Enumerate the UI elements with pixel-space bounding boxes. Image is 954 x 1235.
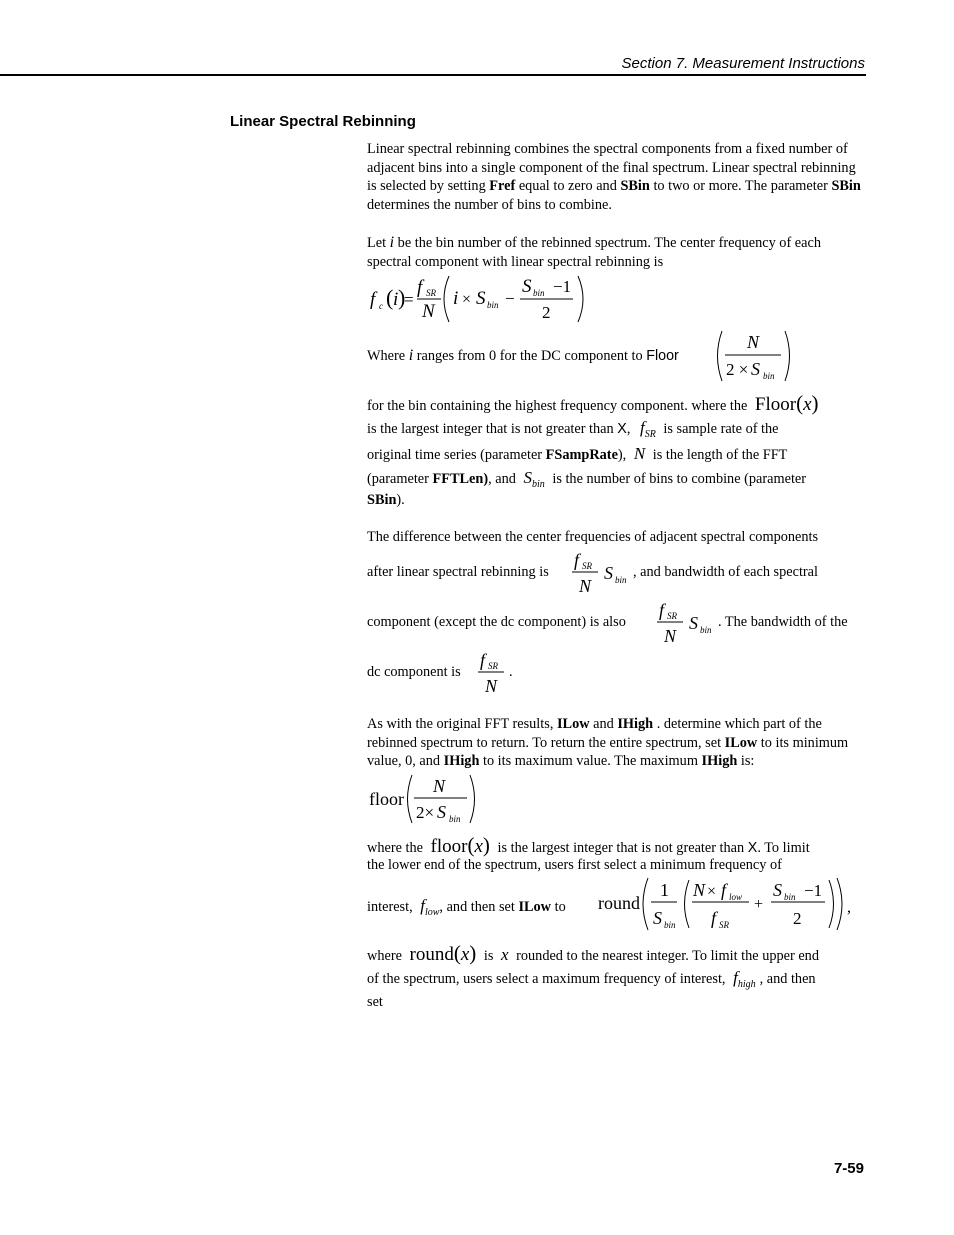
page-number: 7-59: [833, 1160, 864, 1177]
svg-text:N: N: [433, 776, 446, 796]
paragraph-intro: Linear spectral rebinning combines the spectral components from a fixed number of adjacent bins into a single component of the final spectrum. Linear spectral rebinning is selected by setting Fref equal to zero and SBin to two or more. The parameter SBin determines the number of bins to combine.: [367, 141, 861, 213]
line-difference: The difference between the center frequencies of adjacent spectral components: [367, 529, 819, 545]
svg-text:bin: bin: [449, 814, 461, 824]
line-dc-period: .: [509, 664, 513, 680]
svg-text:SR: SR: [488, 661, 498, 671]
svg-text:bin: bin: [664, 920, 676, 930]
line-sbin: SBin).: [367, 492, 405, 508]
svg-text:−: −: [505, 289, 515, 308]
svg-text:S: S: [773, 880, 782, 900]
svg-text:S: S: [604, 563, 613, 583]
svg-text:2: 2: [542, 303, 551, 322]
svg-text:2×: 2×: [416, 803, 435, 822]
svg-text:): ): [398, 285, 406, 310]
formula-fsr-over-n-3: [474, 646, 508, 698]
svg-text:2: 2: [793, 909, 802, 928]
section-heading: Linear Spectral Rebinning: [230, 113, 416, 130]
svg-text:f: f: [711, 908, 717, 928]
paragraph-ilow-ihigh: As with the original FFT results, ILow and IHigh . determine which part of the rebinned spectrum to return. To return the entire spectrum, set ILow to its minimum value, 0, and IHigh to its maximum value. The maximum IHigh is:: [367, 716, 849, 770]
svg-text:f: f: [480, 650, 486, 670]
svg-text:f: f: [659, 600, 665, 620]
svg-text:S: S: [476, 288, 486, 309]
line-bandwidth-each: , and bandwidth of each spectral: [633, 564, 818, 580]
svg-text:N: N: [485, 676, 498, 696]
line-fsamprate: original time series (parameter FSampRate), N is the length of the FFT: [367, 444, 788, 463]
svg-text:bin: bin: [533, 288, 545, 298]
svg-text:low: low: [729, 892, 743, 902]
where-i-ranges: Where i ranges from 0 for the DC component to Floor: [367, 347, 679, 364]
svg-text:×: ×: [707, 883, 717, 900]
svg-text:N: N: [747, 332, 760, 352]
svg-text:bin: bin: [700, 625, 712, 635]
running-header: Section 7. Measurement Instructions: [621, 55, 865, 72]
svg-text:,: ,: [847, 899, 851, 916]
line-set: set: [367, 994, 383, 1010]
svg-text:S: S: [437, 802, 446, 822]
svg-text:S: S: [751, 359, 760, 379]
svg-text:i: i: [393, 289, 399, 310]
svg-text:bin: bin: [784, 892, 796, 902]
svg-text:SR: SR: [719, 920, 729, 930]
svg-text:round: round: [598, 893, 640, 913]
svg-text:N: N: [579, 576, 592, 596]
svg-text:SR: SR: [667, 611, 677, 621]
svg-text:−1: −1: [804, 881, 823, 900]
svg-text:N: N: [693, 880, 706, 900]
line-lower-end: the lower end of the spectrum, users first select a minimum frequency of: [367, 857, 782, 873]
svg-text:2 ×: 2 ×: [726, 360, 749, 379]
formula-floor-n-over-2s: [713, 328, 795, 384]
svg-text:×: ×: [462, 291, 472, 308]
svg-text:1: 1: [660, 880, 669, 900]
line-except-dc: component (except the dc component) is also: [367, 614, 626, 630]
svg-text:f: f: [721, 880, 727, 900]
formula-round-ilow: [597, 874, 859, 934]
formula-fsr-over-n-sbin-2: [653, 596, 719, 648]
svg-text:N: N: [664, 626, 677, 646]
svg-text:SR: SR: [426, 288, 436, 298]
line-bandwidth-of-the: . The bandwidth of the: [718, 614, 848, 630]
line-highest-bin: for the bin containing the highest frequency component. where the Floor(x): [367, 391, 819, 415]
svg-text:S: S: [689, 613, 698, 633]
svg-text:i: i: [453, 288, 459, 309]
line-where-floor: where the floor(x) is the largest integer that is not greater than X. To limit: [367, 833, 810, 857]
svg-text:=: =: [404, 290, 414, 309]
svg-text:f: f: [417, 277, 423, 298]
svg-text:S: S: [653, 908, 662, 928]
svg-text:bin: bin: [615, 575, 627, 585]
svg-text:N: N: [422, 301, 435, 322]
formula-fsr-over-n-sbin-1: [568, 546, 634, 598]
line-after-rebinning: after linear spectral rebinning is: [367, 564, 549, 580]
header-rule: [0, 74, 866, 76]
svg-text:f: f: [370, 289, 376, 310]
svg-text:c: c: [379, 301, 383, 311]
svg-text:SR: SR: [582, 561, 592, 571]
svg-text:bin: bin: [487, 300, 499, 310]
line-upper-end: of the spectrum, users select a maximum frequency of interest, $f_{high}$ , and then: [367, 968, 816, 990]
formula-floor-max-ihigh: [367, 772, 483, 826]
svg-text:bin: bin: [763, 371, 775, 381]
svg-text:(: (: [386, 285, 394, 310]
formula-center-frequency: [367, 272, 597, 326]
line-interest-flow: interest, $f_{low}$, and then set ILow to: [367, 896, 566, 918]
svg-text:floor: floor: [369, 789, 404, 809]
svg-text:S: S: [522, 276, 532, 297]
svg-text:+: +: [754, 896, 764, 913]
line-fftlen: (parameter FFTLen), and $S_{bin}$ is the number of bins to combine (parameter: [367, 468, 807, 490]
line-dc-component: dc component is: [367, 664, 461, 680]
svg-text:f: f: [574, 550, 580, 570]
svg-text:−1: −1: [553, 277, 572, 296]
line-where-round: where round(x) is x rounded to the nearest integer. To limit the upper end: [367, 941, 819, 965]
paragraph-let: Let i be the bin number of the rebinned spectrum. The center frequency of each spectral component with linear spectral rebinning is: [367, 234, 821, 270]
line-largest-integer: is the largest integer that is not greater than X, $f_{SR}$ is sample rate of the: [367, 418, 779, 440]
